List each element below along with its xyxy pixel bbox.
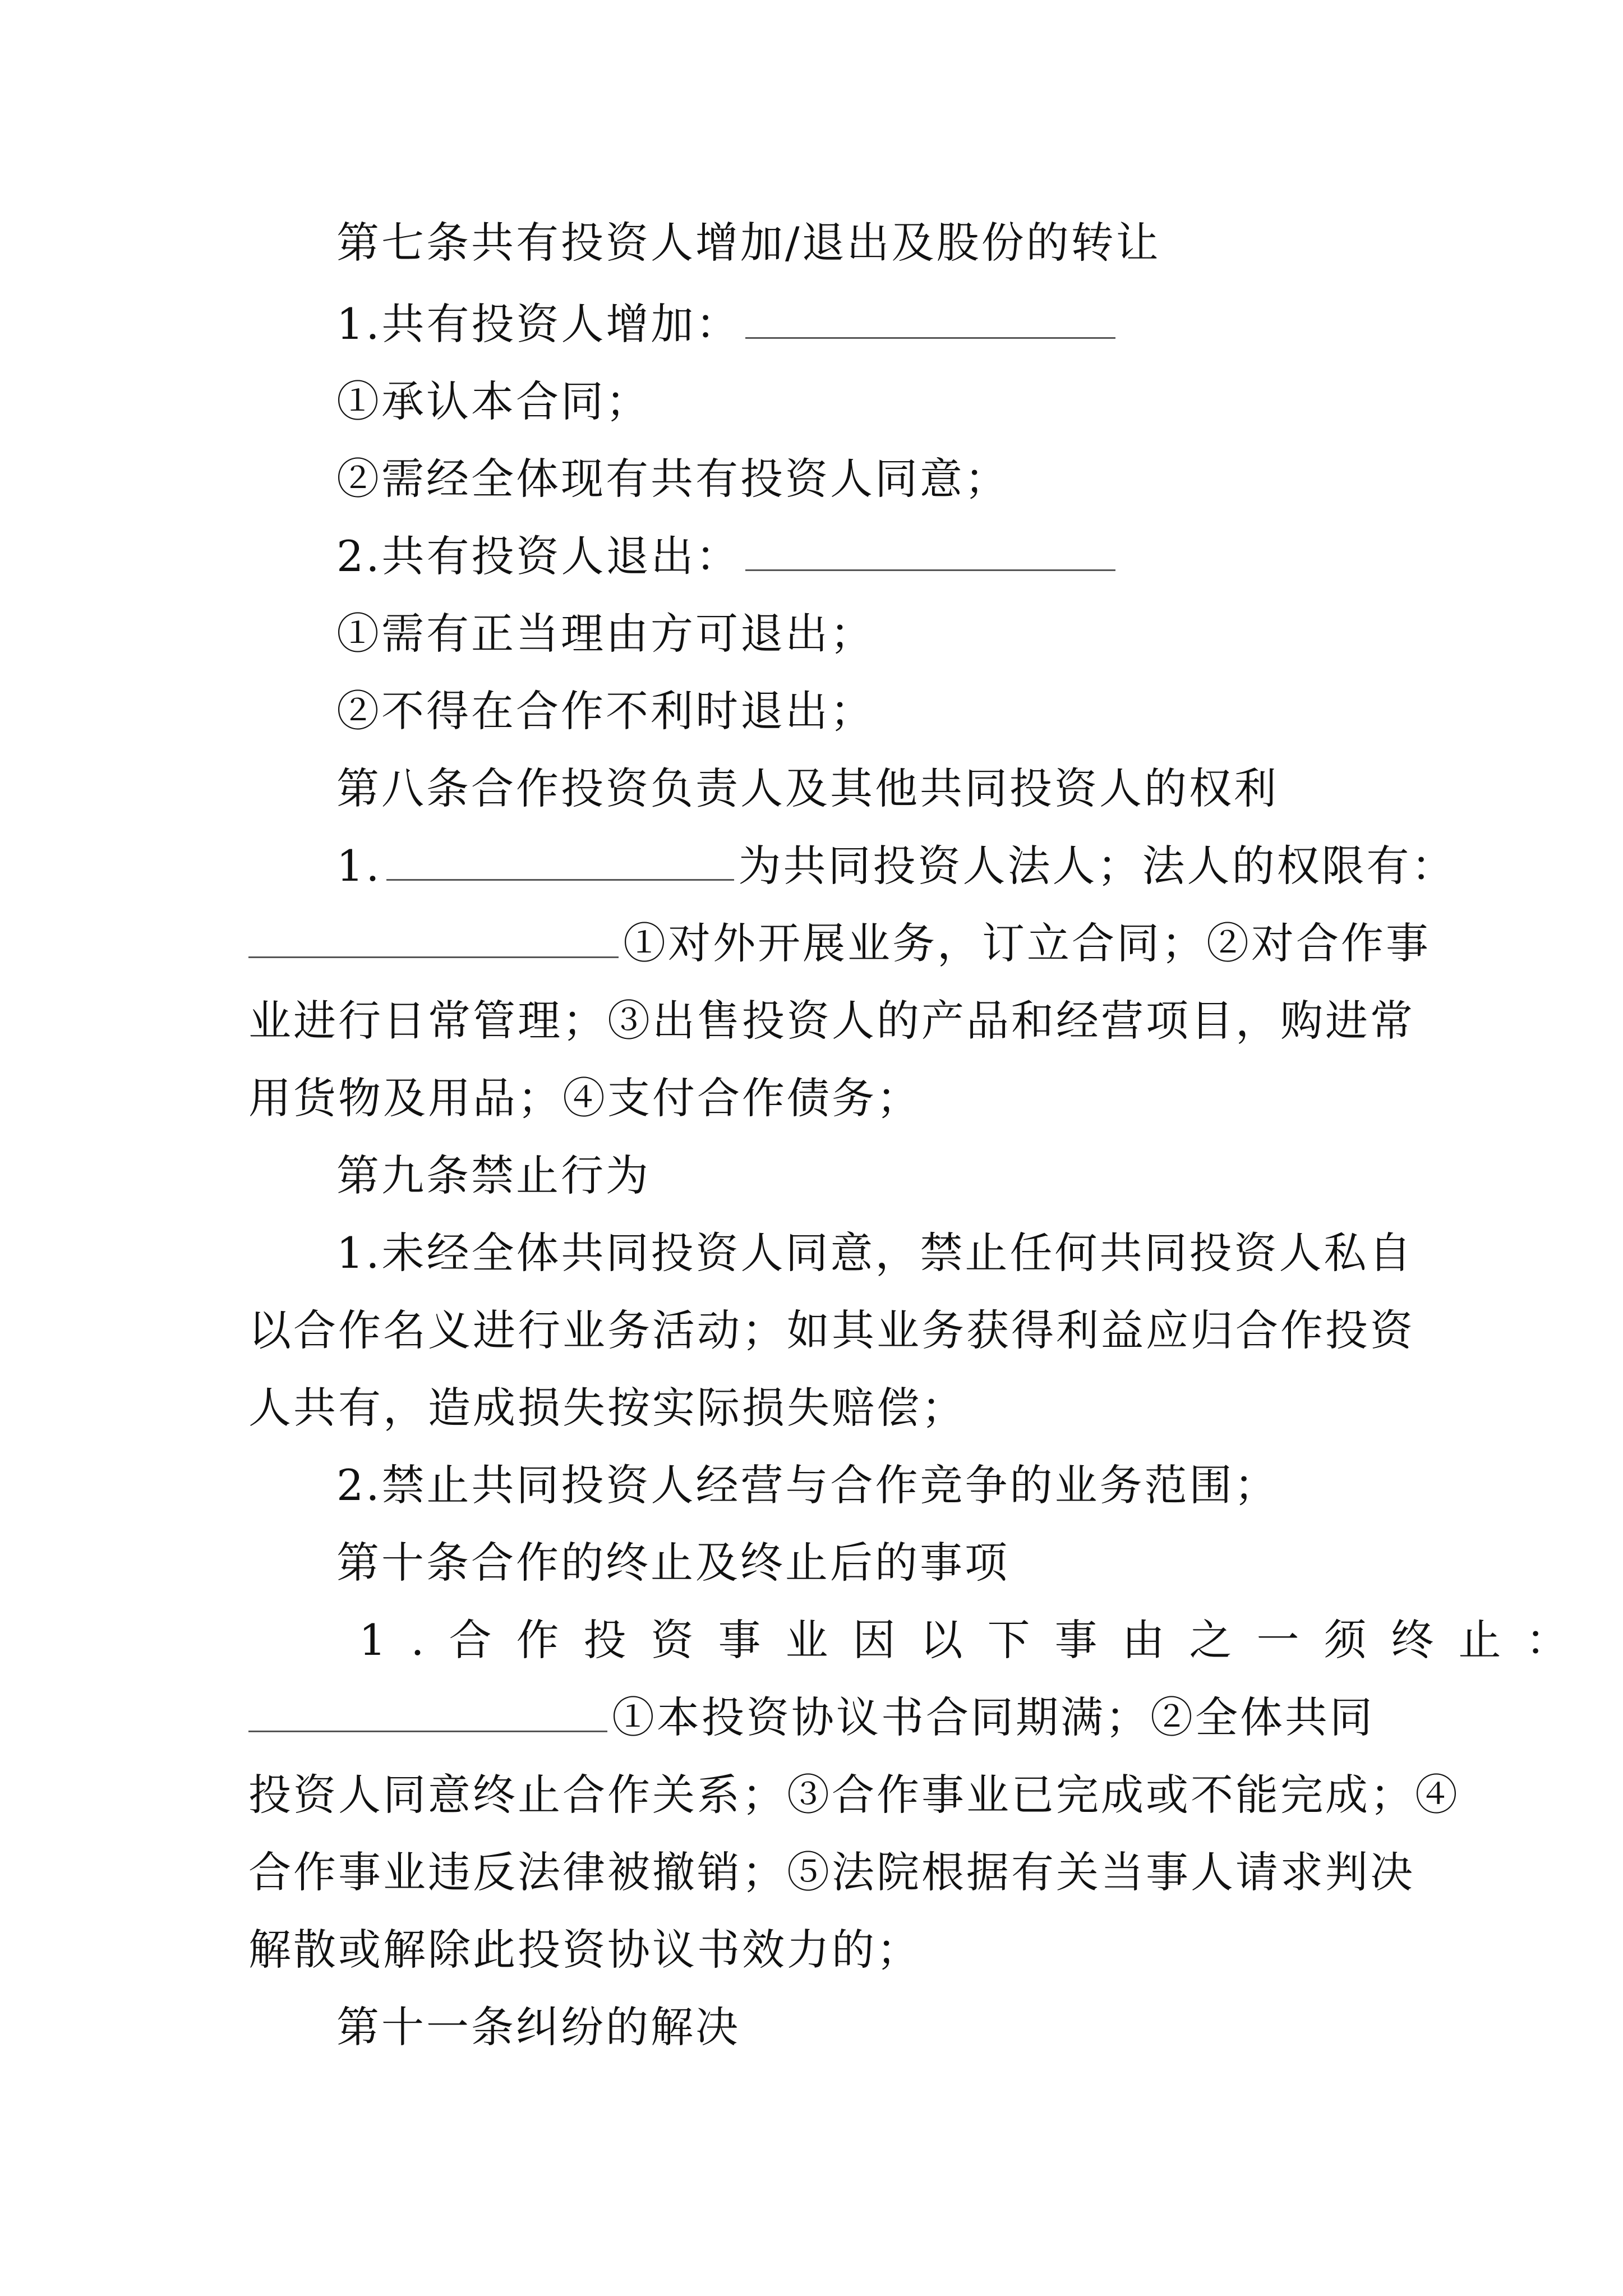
article-9-item-1-cont-2 (248, 1381, 1381, 1435)
fill-in-blank[interactable] (745, 337, 1115, 339)
article-7-heading-text: 第七条共有投资人增加/退出及股份的转让 (336, 218, 1161, 268)
fill-in-blank[interactable] (248, 956, 619, 958)
article-11-heading (336, 2000, 1380, 2054)
article-10-item-1-cont-2-text: 投资人同意终止合作关系；③合作事业已完成或不能完成；④ (248, 1770, 1460, 1820)
article-9-item-1-cont-1 (248, 1304, 1415, 1358)
article-10-item-1-cont-2 (248, 1768, 1460, 1822)
article-8-item-1-cont-2 (248, 994, 1415, 1048)
article-7-item-1-text: 1.共有投资人增加： (336, 299, 741, 349)
article-7-item-1-sub-1-text: ①承认本合同； (336, 376, 651, 426)
article-9-item-1-cont-2-text: 人共有，造成损失按实际损失赔偿； (248, 1383, 966, 1433)
article-8-item-1-cont-1-text: ①对外开展业务，订立合同；②对合作事 (623, 918, 1431, 968)
article-10-item-1-cont-4 (248, 1923, 1381, 1977)
article-7-item-2 (336, 530, 1380, 583)
article-9-item-1 (336, 1226, 1414, 1280)
article-11-heading-text: 第十一条纠纷的解决 (336, 2002, 740, 2052)
article-7-item-2-text: 2.共有投资人退出： (336, 531, 741, 581)
article-7-item-2-sub-1-text: ①需有正当理由方可退出； (336, 609, 875, 659)
article-10-item-1-cont-1 (248, 1691, 1381, 1745)
article-9-item-2-text: 2.禁止共同投资人经营与合作竞争的业务范围； (336, 1460, 1279, 1510)
article-10-heading (336, 1536, 1380, 1590)
article-8-heading-text: 第八条合作投资负责人及其他共同投资人的权利 (336, 763, 1279, 813)
article-9-item-1-cont-1-text: 以合作名义进行业务活动；如其业务获得利益应归合作投资 (248, 1305, 1415, 1355)
fill-in-blank[interactable] (248, 1730, 607, 1732)
article-9-heading (336, 1149, 1380, 1203)
article-10-item-1-cont-4-text: 解散或解除此投资协议书效力的； (248, 1925, 921, 1975)
article-10-item-1-cont-3 (248, 1846, 1415, 1899)
article-10-item-1-cont-1-text: ①本投资协议书合同期满；②全体共同 (612, 1692, 1375, 1742)
article-10-item-1-text: 1.合作投资事业因以下事由之一须终止： (359, 1615, 1593, 1665)
article-8-item-1 (336, 839, 1456, 893)
article-9-item-2 (336, 1458, 1380, 1512)
article-7-item-1 (336, 297, 1380, 351)
article-7-item-2-sub-2 (336, 684, 1380, 738)
article-7-item-1-sub-2 (336, 452, 1380, 506)
fill-in-blank[interactable] (386, 878, 734, 881)
article-9-heading-text: 第九条禁止行为 (336, 1151, 651, 1200)
article-8-item-1-cont-2-text: 业进行日常管理；③出售投资人的产品和经营项目，购进常 (248, 996, 1415, 1046)
article-9-item-1-text: 1.未经全体共同投资人同意，禁止任何共同投资人私自 (336, 1228, 1414, 1278)
article-8-item-1-cont-3 (248, 1071, 1381, 1125)
article-7-item-1-sub-2-text: ②需经全体现有共有投资人同意； (336, 454, 1009, 504)
article-10-item-1-cont-3-text: 合作事业违反法律被撤销；⑤法院根据有关当事人请求判决 (248, 1847, 1415, 1897)
article-7-item-1-sub-1 (336, 375, 1380, 429)
article-8-heading (336, 762, 1380, 816)
article-7-item-2-sub-1 (336, 607, 1380, 661)
article-7-item-2-sub-2-text: ②不得在合作不利时退出； (336, 686, 875, 736)
fill-in-blank[interactable] (745, 569, 1115, 571)
article-8-item-1-number: 1. (336, 841, 382, 891)
article-8-item-1-cont-3-text: 用货物及用品；④支付合作债务； (248, 1073, 921, 1123)
article-8-item-1-text: 为共同投资人法人；法人的权限有： (738, 841, 1456, 891)
article-8-item-1-cont-1 (248, 917, 1431, 970)
article-10-item-1 (359, 1613, 1593, 1667)
article-7-heading (336, 216, 1380, 270)
article-10-heading-text: 第十条合作的终止及终止后的事项 (336, 1538, 1009, 1588)
